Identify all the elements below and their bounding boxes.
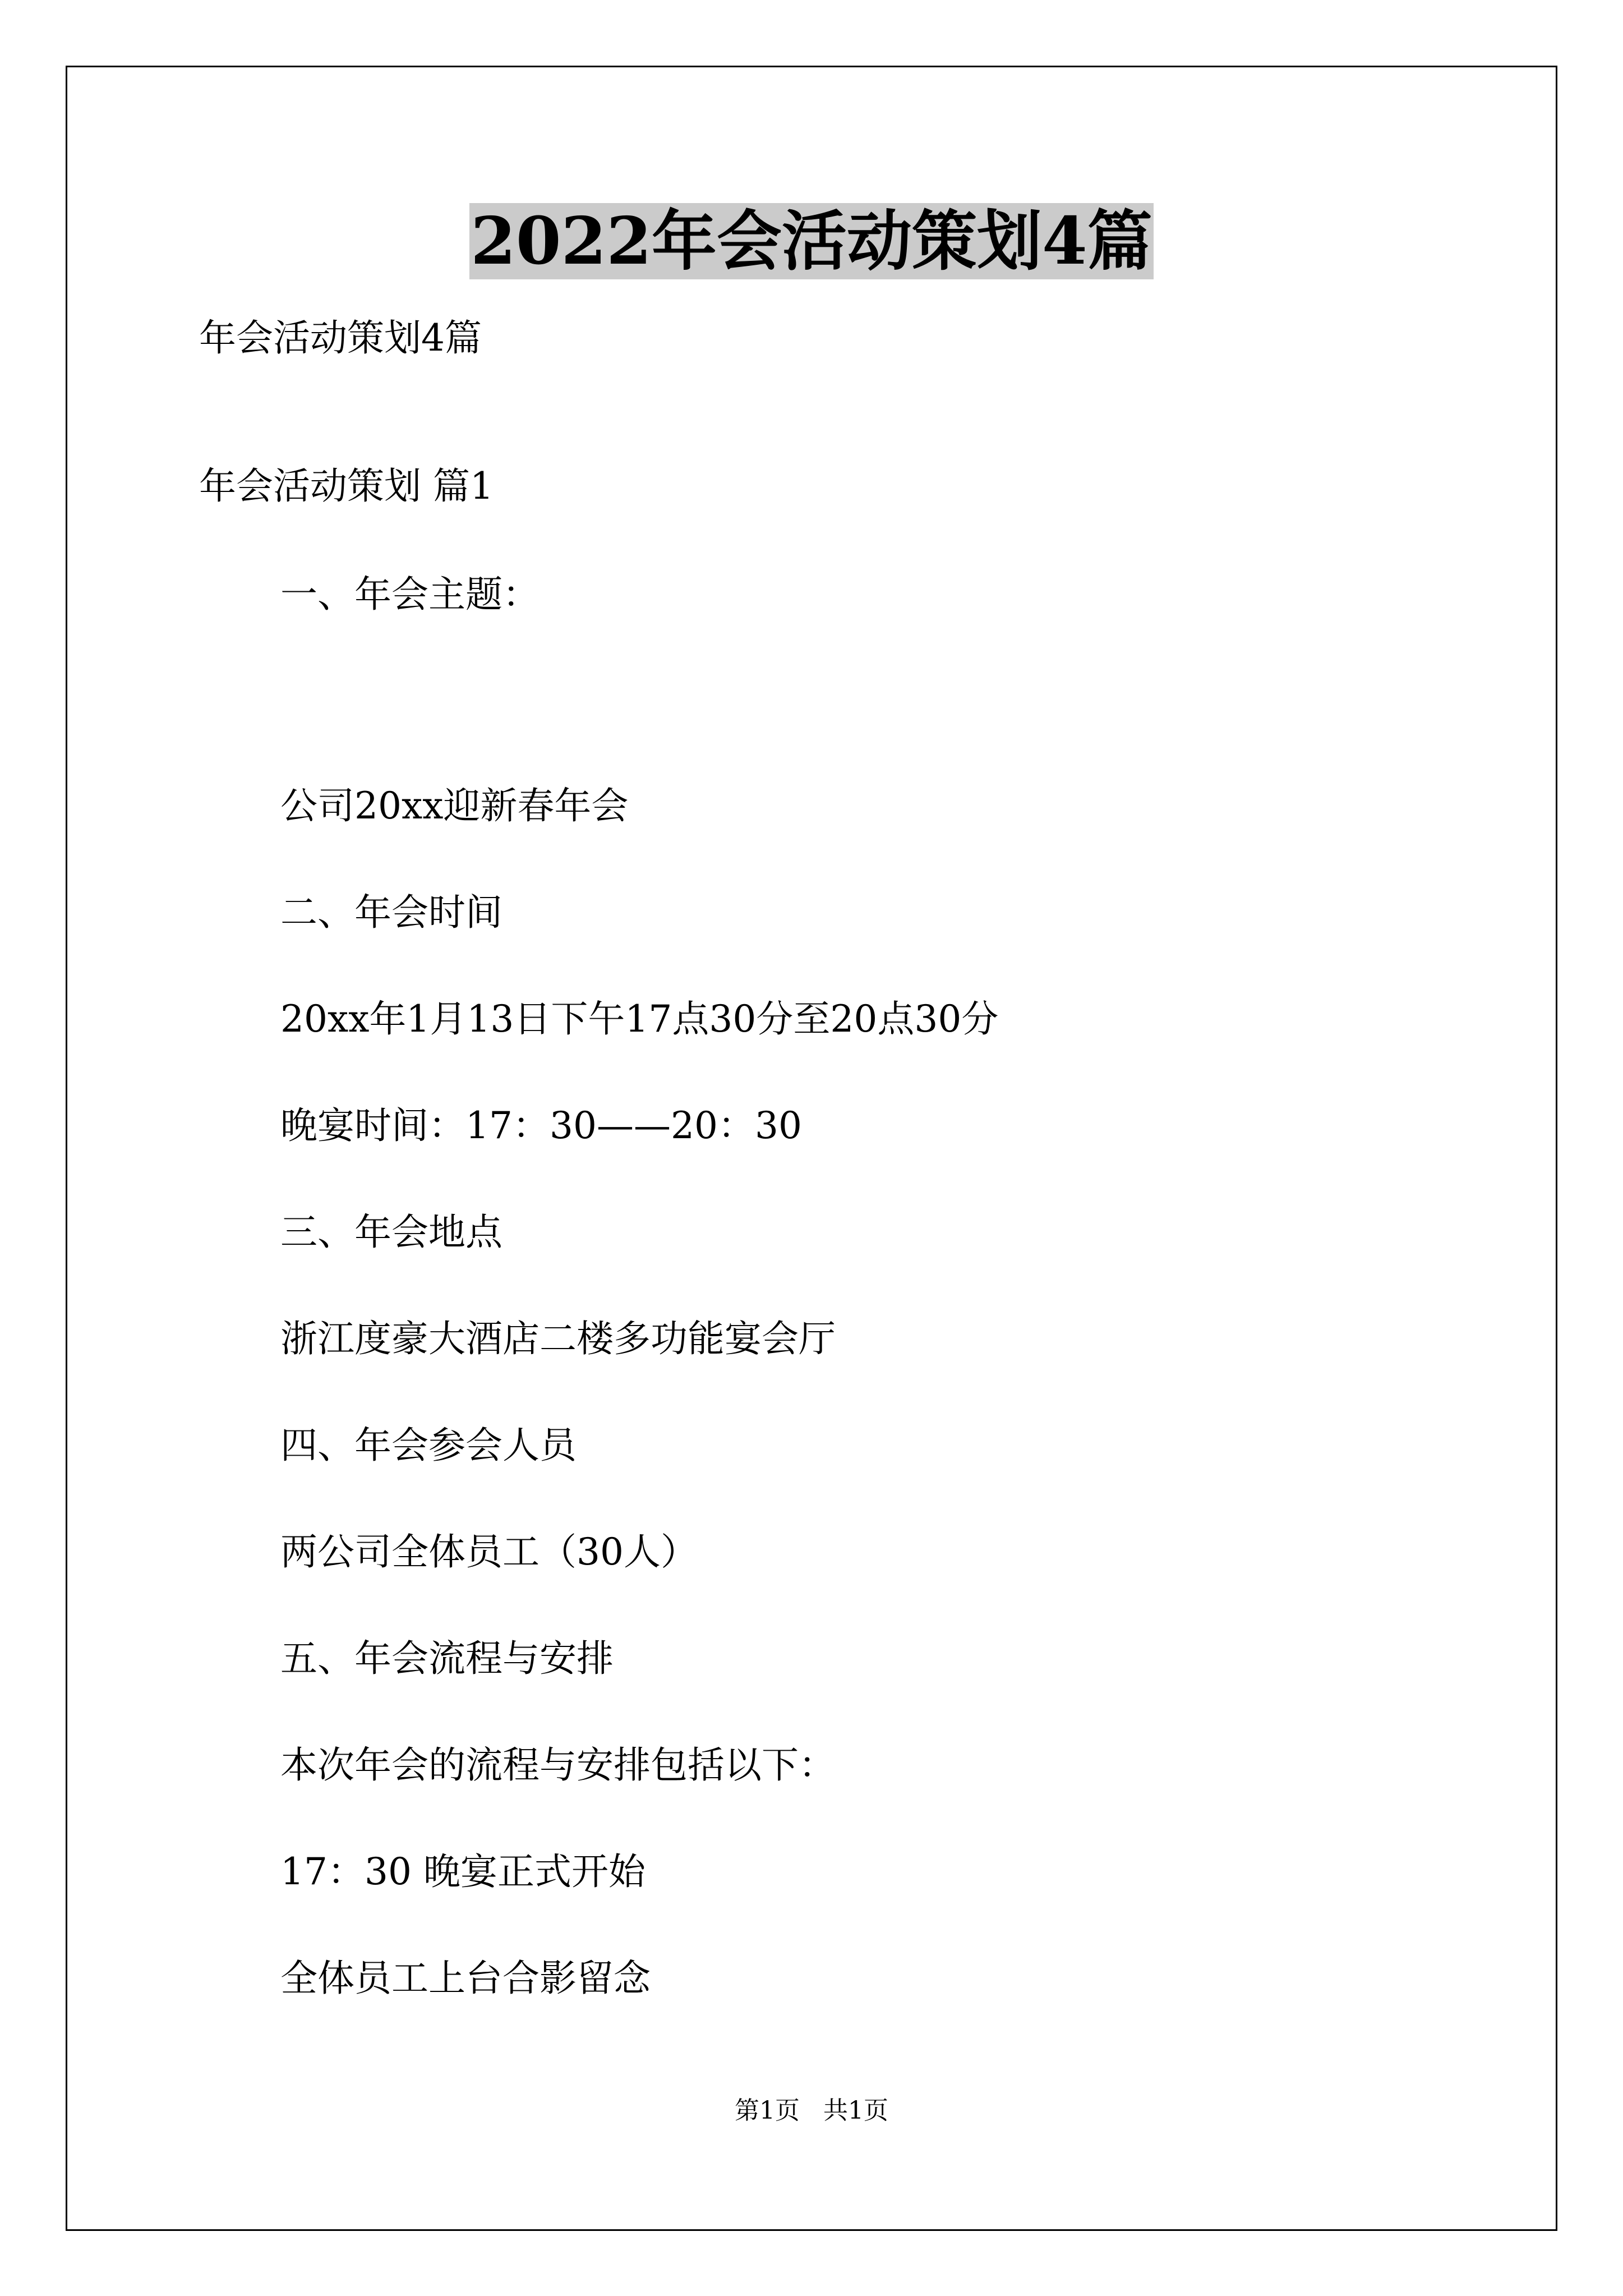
page-border (66, 66, 1557, 2231)
item-heading-theme: 一、年会主题： (280, 573, 540, 616)
section-heading: 年会活动策划 篇1 (199, 464, 494, 508)
item-heading-agenda: 五、年会流程与安排 (280, 1637, 614, 1680)
paragraph-time: 20xx年1月13日下午17点30分至20点30分 (280, 997, 999, 1041)
document-title (0, 202, 1623, 280)
paragraph-agenda-start: 17：30 晚宴正式开始 (280, 1850, 645, 1893)
paragraph-agenda-photo: 全体员工上台合影留念 (280, 1957, 651, 2000)
paragraph-theme: 公司20xx迎新春年会 (280, 784, 629, 827)
paragraph-dinner-time: 晚宴时间：17：30——20：30 (280, 1104, 802, 1147)
page-footer: 第1页 共1页 (735, 2096, 888, 2125)
paragraph-attendees: 两公司全体员工（30人） (280, 1530, 698, 1573)
item-heading-attendees: 四、年会参会人员 (280, 1424, 577, 1467)
item-heading-venue: 三、年会地点 (280, 1211, 502, 1254)
paragraph-venue: 浙江度豪大酒店二楼多功能宴会厅 (280, 1317, 836, 1360)
item-heading-time: 二、年会时间 (280, 891, 502, 934)
document-title-text: 2022年会活动策划4篇 (471, 203, 1152, 279)
doc-subtitle: 年会活动策划4篇 (199, 316, 482, 360)
paragraph-agenda-intro: 本次年会的流程与安排包括以下： (280, 1743, 836, 1787)
